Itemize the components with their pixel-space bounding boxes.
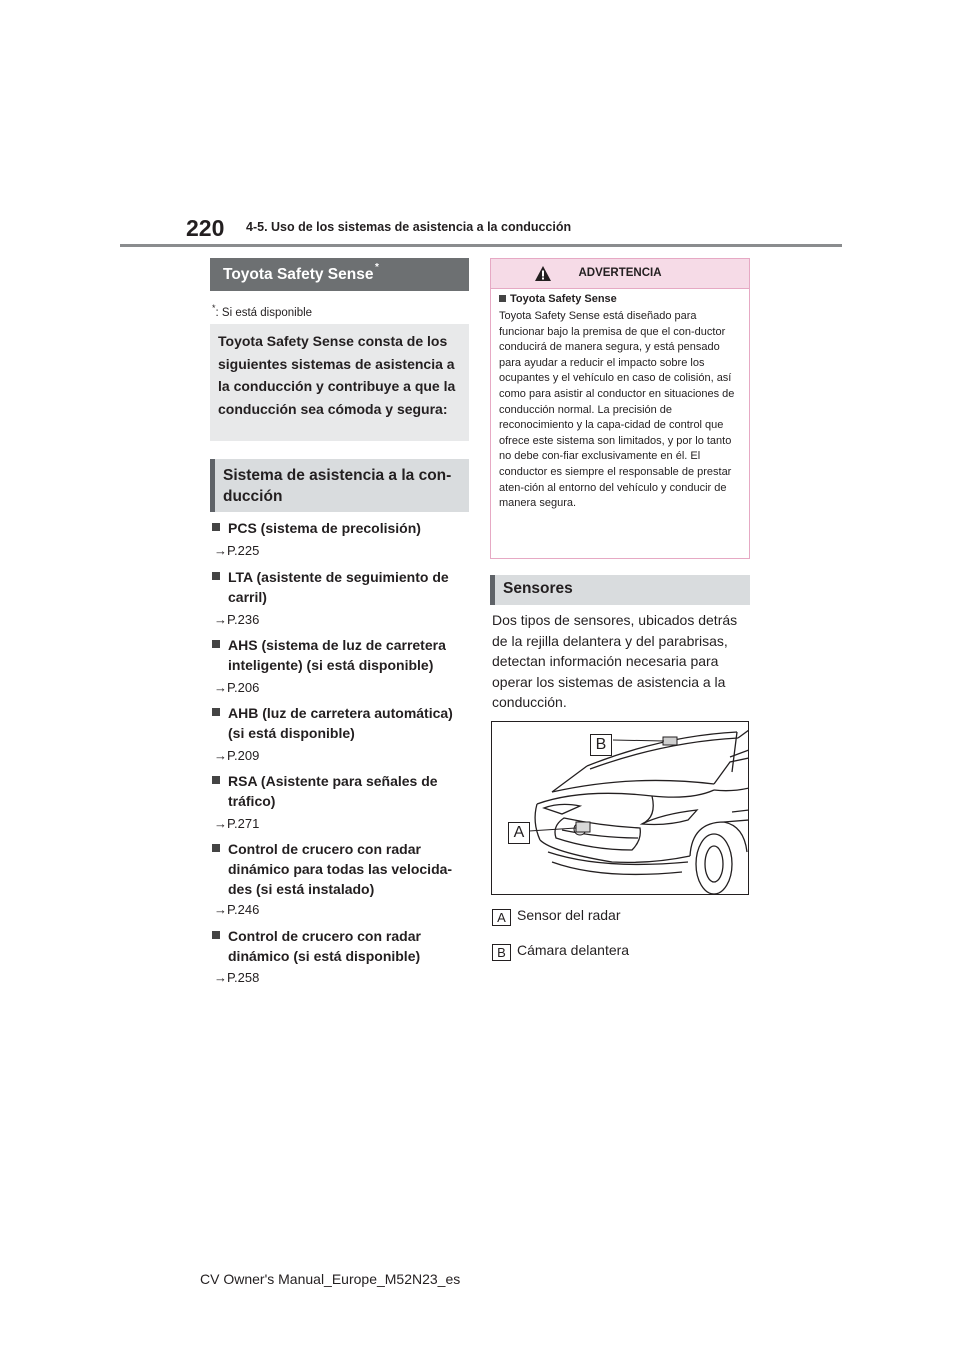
intro-text: Toyota Safety Sense consta de los siguientes sistemas de asistencia a la conducción y contribuye a que la conducción sea cómoda y segura: (218, 333, 456, 417)
warning-header (491, 259, 749, 289)
warning-title: ADVERTENCIA (578, 267, 662, 279)
footnote-asterisk: * (212, 303, 216, 313)
legend-key: A (492, 909, 511, 926)
warning-text: Toyota Safety Sense está diseñado para funcionar bajo la premisa de que el con-ductor conducirá de manera segura, y está pensado para ayudar a reducir el impacto sobre los ocupantes y el vehículo en caso de colisión, así como para asistir al conductor en situaciones de conducción normal. La precisión de reconocimiento y la capa-cidad de control que ofrece este sistema son limitados, y por lo tanto no debe con-fiar exclusivamente en él. El conductor es siempre el responsable de prestar aten-ción al entorno del vehículo y conducir de manera segura. (499, 310, 735, 510)
chapter-title: Toyota Safety Sense (223, 266, 374, 283)
subsection-title: Sistema de asistencia a la con-ducción (223, 467, 452, 505)
title-asterisk: * (375, 262, 379, 273)
legend-key: B (492, 944, 511, 961)
chapter-title-bar (210, 258, 469, 291)
list-item (212, 635, 472, 675)
page-number: 220 (186, 215, 225, 241)
figure-label-b: B (590, 734, 612, 756)
item-label: Control de crucero con radar dinámico para todas las velocida-des (si está instalado) (228, 841, 453, 897)
page-reference-link[interactable]: →P.271 (214, 816, 260, 831)
sensors-title-bar (490, 575, 750, 605)
item-label: LTA (asistente de seguimiento de carril) (228, 569, 449, 605)
item-label: Control de crucero con radar dinámico (si está disponible) (228, 928, 421, 964)
subsection-title-bar (210, 459, 469, 512)
bullet-square-icon (212, 523, 220, 531)
item-label: RSA (Asistente para señales de tráfico) (228, 773, 438, 809)
page-reference-link[interactable]: →P.206 (214, 680, 260, 695)
page-reference-link[interactable]: →P.246 (214, 902, 260, 917)
legend-text: Sensor del radar (517, 907, 621, 923)
bullet-square-icon (212, 572, 220, 580)
car-front-drawing (492, 722, 749, 895)
sensors-title: Sensores (503, 580, 573, 597)
legend-item (492, 942, 629, 961)
footnote-text: : Si está disponible (215, 306, 313, 319)
list-item (212, 839, 472, 899)
item-label: AHB (luz de carretera automática) (si está disponible) (228, 705, 453, 741)
bullet-square-icon (212, 844, 220, 852)
item-label: PCS (sistema de precolisión) (228, 520, 421, 536)
bullet-square-icon (499, 295, 506, 302)
sensors-description: Dos tipos de sensores, ubicados detrás de la rejilla delantera y del parabrisas, detectan información necesaria para operar los sistemas de asistencia a la conducción. (492, 612, 738, 710)
list-item (212, 771, 472, 811)
list-item (212, 926, 472, 966)
footnote (212, 303, 312, 319)
page-reference-link[interactable]: →P.209 (214, 748, 260, 763)
bullet-square-icon (212, 931, 220, 939)
warning-box (490, 258, 750, 559)
bullet-square-icon (212, 776, 220, 784)
legend-text: Cámara delantera (517, 942, 630, 958)
figure-label-a: A (508, 822, 530, 844)
page-reference-link[interactable]: →P.258 (214, 970, 260, 985)
list-item (212, 567, 472, 607)
header-divider (120, 244, 842, 247)
page-reference-link[interactable]: →P.225 (214, 543, 260, 558)
section-title: 4-5. Uso de los sistemas de asistencia a la conducción (246, 220, 572, 234)
warning-subtitle (499, 293, 617, 305)
bullet-square-icon (212, 708, 220, 716)
list-item (212, 703, 472, 743)
page-reference-link[interactable]: →P.236 (214, 612, 260, 627)
page-footer: CV Owner's Manual_Europe_M52N23_es (200, 1271, 461, 1287)
list-item (212, 518, 472, 538)
legend-item (492, 907, 621, 926)
vehicle-sensor-illustration (491, 721, 749, 895)
bullet-square-icon (212, 640, 220, 648)
intro-box (210, 324, 469, 441)
item-label: AHS (sistema de luz de carretera inteligente) (si está disponible) (228, 637, 446, 673)
warning-subtitle-text: Toyota Safety Sense (510, 293, 617, 305)
